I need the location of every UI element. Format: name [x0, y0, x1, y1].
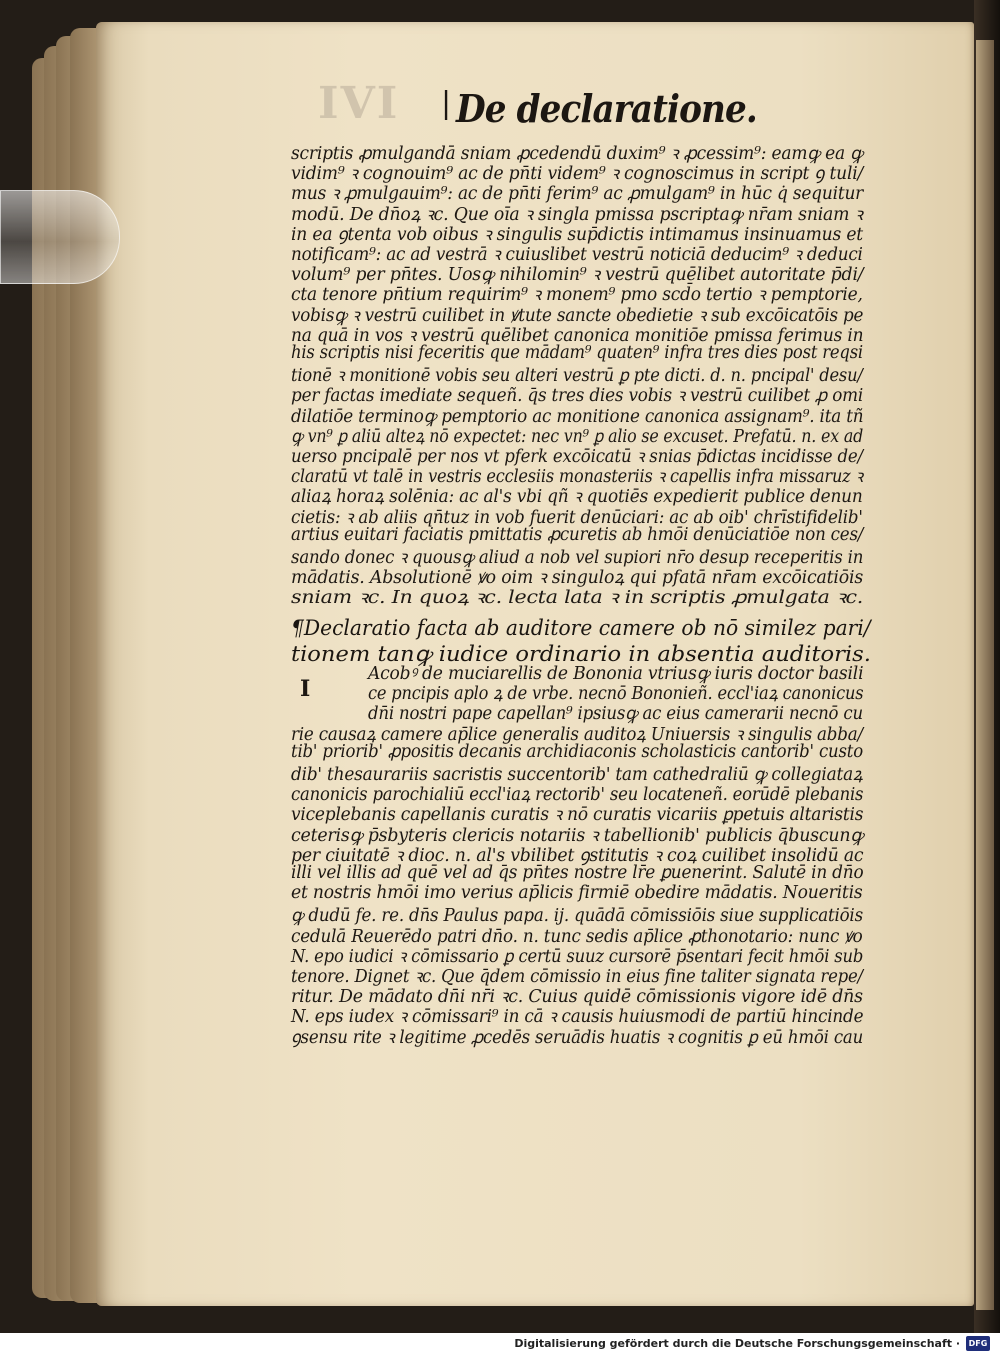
text-line: in ea ꝯtenta vob oibus ꝛ singulis sup̄dictis intimamus insinuamus et	[291, 224, 864, 245]
text-line: cedulā Reuerēdo patri dn̄o. n. tunc sedis ap̄lice ꝓthonotario: nunc ꝟo	[291, 926, 863, 947]
text-line: notificam⁹: ac ad vestrā ꝛ cuiuslibet vestrū noticiā deducim⁹ ꝛ deduci	[291, 245, 863, 265]
text-line: ꝙ vn⁹ ꝑ aliū alteꝝ nō expectet: nec vn⁹ ꝑ alio se excuset. Prefatū. n. ex ad	[291, 426, 864, 447]
text-line: cietis: ꝛ ab aliis qn̄tuz in vob fuerit denūciari: ac ab oib' chrīstifidelib'	[291, 507, 863, 528]
digitization-credit: Digitalisierung gefördert durch die Deutsche Forschungsgemeinschaft ·	[514, 1337, 960, 1350]
text-line: tib' priorib' ꝓpositis decanis archidiaconis scholasticis cantorib' custo	[291, 741, 863, 762]
text-line: viceplebanis capellanis curatis ꝛ nō curatis vicariis ꝑpetuis altaristis	[291, 805, 864, 826]
text-line: canonicis parochialiū eccl'iaꝝ rectorib' seu locateneñ. eorūdē plebanis	[291, 785, 864, 806]
text-line: modū. De dn̄oꝝ ꝛc. Que oīa ꝛ singla pmissa pscriptaꝙ nr̄am sniam ꝛ	[291, 204, 863, 225]
text-line: dn̄i nostri pape capellan⁹ ipsiusꝙ ac eius camerarii necnō cu	[368, 704, 863, 725]
text-line: volum⁹ per pn̄tes. Uosꝙ nihilomin⁹ ꝛ vestrū quēlibet autoritate p̄di/	[291, 265, 864, 286]
text-line: N. eps iudex ꝛ cōmissari⁹ in cā ꝛ causis huiusmodi de partiū hincinde	[291, 1007, 864, 1028]
folio-number: IVI	[318, 78, 400, 129]
text-line: illi vel illis ad quē vel ad q̄s pn̄tes nostre lr̄e ꝑuenerint. Salutē in dn̄o	[291, 863, 864, 883]
text-line: ꝙ dudū fe. re. dn̄s Paulus papa. ij. quādā cōmissiōis siue supplicatiōis	[291, 906, 863, 927]
text-line: N. epo iudici ꝛ cōmissario ꝑ certū suuz cursorē p̄sentari fecit hmōi sub	[291, 946, 864, 967]
text-line: tionē ꝛ monitionē vobis seu alteri vestrū ꝑ pte dicti. d. n. pncipal' desu/	[291, 366, 863, 387]
heading-line: ¶Declaratio facta ab auditore camere ob nō similez pari/	[291, 616, 871, 640]
text-line: claratū vt talē in vestris ecclesiis monasteriis ꝛ capellis infra missaruz ꝛ	[291, 467, 863, 488]
text-line: rie causaꝝ camere ap̄lice generalis auditoꝝ Uniuersis ꝛ singulis abba/	[291, 724, 863, 745]
header-divider: |	[441, 86, 452, 121]
text-line: mus ꝛ ꝓmulgauim⁹: ac de pn̄ti ferim⁹ ac ꝓmulgam⁹ in hūc q̇ sequitur	[291, 184, 864, 205]
text-line: cta tenore pn̄tium requirim⁹ ꝛ monem⁹ pmo scd̄o tertio ꝛ pemptorie,	[291, 285, 863, 306]
text-line: vidim⁹ ꝛ cognouim⁹ ac de pn̄ti videm⁹ ꝛ cognoscimus in script ꝯ tuli/	[291, 164, 864, 185]
facing-page-edge	[976, 40, 994, 1310]
text-line: na quā in vos ꝛ vestrū quēlibet canonica monitiōe pmissa ferimus in	[291, 325, 864, 346]
text-line: et nostris hmōi imo verius ap̄licis firmiē obedire mādatis. Noueritis	[291, 883, 863, 904]
text-line: sniam ꝛc. In quoꝝ ꝛc. lecta lata ꝛ in scriptis ꝓmulgata ꝛc.	[291, 588, 864, 609]
text-line: mādatis. Absolutionē ꝟo oim ꝛ singuloꝝ qui pfatā nr̄am excōicatiōis	[291, 568, 864, 589]
text-line: sando donec ꝛ quousꝙ aliud a nob vel supiori nr̄o desup receperitis in	[291, 548, 864, 568]
text-line: uerso pncipalē per nos vt pferk excōicatū ꝛ snias p̄dictas incidisse de/	[291, 447, 863, 467]
text-line: artius euitari faciatis pmittatis ꝓcuretis ab hmōi denūciatiōe non ces/	[291, 524, 864, 545]
text-line: ceterisꝙ p̄sbyteris clericis notariis ꝛ tabellionib' publicis q̄buscunꝙ	[291, 825, 864, 846]
text-line: Acobꝰ de muciarellis de Bononia vtriusꝙ iuris doctor basili	[368, 664, 864, 684]
dfg-logo: DFG	[966, 1336, 990, 1351]
text-line: per ciuitatē ꝛ dioc. n. al's vbilibet ꝯstitutis ꝛ coꝝ cuilibet insolidū ac	[291, 845, 864, 866]
text-line: his scriptis nisi feceritis que mādam⁹ quaten⁹ infra tres dies post reqsi	[291, 343, 863, 363]
text-line: scriptis ꝓmulgandā sniam ꝓcedendū duxim⁹ ꝛ ꝓcessim⁹: eamꝙ ea ꝙ	[291, 144, 863, 164]
text-line: ritur. De mādato dn̄i nr̄i ꝛc. Cuius quidē cōmissionis vigore idē dn̄s	[291, 987, 863, 1008]
text-line: aliaꝝ horaꝝ solēnia: ac al's vbi qñ ꝛ quotiēs expedierit publice denun	[291, 487, 863, 508]
running-title: De declaratione.	[456, 86, 757, 131]
text-line: ce pncipis aplo ꝝ de vrbe. necnō Bononieñ. eccl'iaꝝ canonicus	[368, 684, 864, 705]
glass-page-clip	[0, 190, 120, 284]
marginal-mark: I	[300, 676, 311, 702]
text-line: dib' thesaurariis sacristis succentorib' tam cathedraliū ꝙ collegiataꝝ	[291, 765, 863, 785]
text-line: dilatiōe terminoꝙ pemptorio ac monitione canonica assignam⁹. ita tñ	[291, 406, 864, 427]
text-line: per factas imediate sequeñ. q̄s tres dies vobis ꝛ vestrū cuilibet ꝓ omi	[291, 386, 864, 407]
text-line: ꝯsensu rite ꝛ legitime ꝓcedēs seruādis huatis ꝛ cognitis ꝑ eū hmōi cau	[291, 1027, 864, 1048]
heading-line: tionem tanꝙ iudice ordinario in absentia auditoris.	[291, 642, 871, 666]
text-line: vobisꝙ ꝛ vestrū cuilibet in ꝟtute sancte obedietie ꝛ sub excōicatōis pe	[291, 305, 864, 326]
text-line: tenore. Dignet ꝛc. Que q̄dem cōmissio in eius fine taliter signata repe/	[291, 967, 863, 987]
